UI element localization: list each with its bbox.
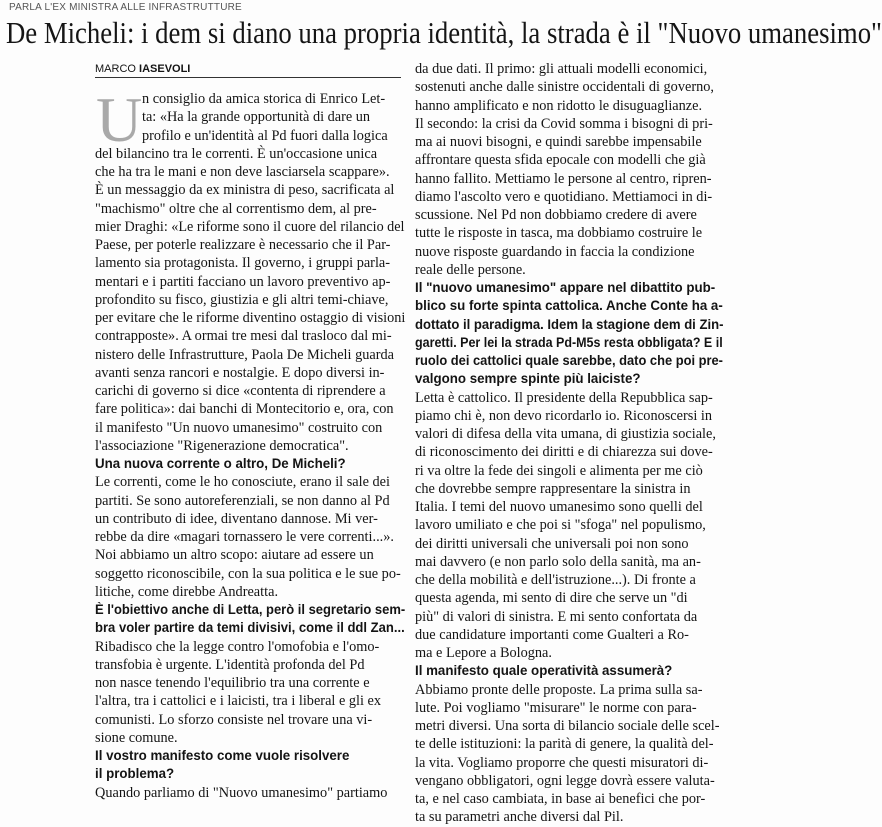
body-text-line: l'associazione "Rigenerazione democratica".: [95, 437, 349, 454]
byline: [95, 62, 401, 78]
body-text-line: nistero delle Infrastrutture, Paola De Micheli guarda: [95, 346, 394, 363]
interview-question-line: dottato il paradigma. Idem la stagione dem di Zin-: [415, 316, 724, 332]
body-text-line: non nasce tenendo l'equilibrio tra una corrente e: [95, 675, 370, 691]
body-text-line: che ha tra le mani e non deve lasciarsela scappare».: [95, 164, 390, 180]
body-text-line: di riconoscimento dei diritti e di chiarezza sui dove-: [415, 444, 713, 461]
body-text-line: Letta è cattolico. Il presidente della Repubblica sap-: [415, 389, 713, 406]
byline-first-name: MARCO: [95, 63, 136, 75]
body-text-line: ri va oltre la fede dei singoli e alimenta per me ciò: [415, 462, 703, 479]
body-text-line: mier Draghi: «Le riforme sono il cuore del rilancio del: [95, 218, 405, 235]
body-text-line: hanno amplificato e non ridotto le disuguaglianze.: [415, 97, 703, 114]
body-text-line: mai davvero (e non parlo solo della sanità, ma an-: [415, 553, 701, 570]
body-text-line: due candidature importanti come Gualteri a Ro-: [415, 626, 689, 643]
body-text-line: transfobia è urgente. L'identità profonda del Pd: [95, 656, 365, 673]
body-text-line: ma ai nuovi bisogni, e quindi sarebbe impensabile: [415, 134, 702, 150]
body-text-line: dei diritti universali che universali poi non sono: [415, 535, 689, 552]
body-text-line: piamo chi è, non devo ricordarlo io. Riconoscersi in: [415, 407, 712, 424]
article-kicker: PARLA L'EX MINISTRA ALLE INFRASTRUTTURE: [9, 2, 242, 13]
body-text-line: l'altra, tra i cattolici e i laicisti, tra i liberal e gli ex: [95, 693, 382, 710]
body-text-line: Quando parliamo di "Nuovo umanesimo" partiamo: [95, 784, 388, 801]
body-text-line: la vita. Vogliamo proporre che questi misuratori di-: [415, 754, 709, 771]
body-text-line: Noi abbiamo un altro scopo: aiutare ad essere un: [95, 547, 374, 564]
body-text-line: sione comune.: [95, 729, 178, 746]
body-text-line: che della mobilità e dell'istruzione...). Di fronte a: [415, 572, 696, 588]
body-text-line: Le correnti, come le ho conosciute, erano il sale dei: [95, 474, 390, 491]
body-text-line: affrontare questa sfida epocale con modelli che già: [415, 152, 706, 169]
body-text-line: ta: «Ha la grande opportunità di dare un: [142, 109, 371, 126]
body-text-line: mentari e i partiti facciano un lavoro preventivo ap-: [95, 273, 391, 290]
body-text-line: Italia. I temi del nuovo umanesimo sono quelli del: [415, 499, 703, 515]
article-headline: De Micheli: i dem si diano una propria identità, la strada è il "Nuovo umanesimo": [6, 15, 882, 50]
body-text-line: Paese, per poterle realizzare è necessario che il Par-: [95, 237, 391, 253]
body-text-line: reale delle persone.: [415, 261, 526, 278]
body-text-line: questa agenda, mi sento di dire che serve un "di: [415, 590, 688, 607]
body-text-line: litiche, come direbbe Andreatta.: [95, 583, 279, 600]
body-text-line: nuove risposte guardando in faccia la condizione: [415, 243, 695, 260]
interview-question-line: Il vostro manifesto come vuole risolvere: [95, 748, 350, 763]
interview-question-line: valgono sempre spinte più laiciste?: [415, 371, 641, 387]
body-text-line: scussione. Nel Pd non dobbiamo credere di avere: [415, 207, 697, 223]
interview-question-line: È l'obiettivo anche di Letta, però il segretario sem-: [95, 602, 406, 617]
interview-question-line: Il manifesto quale operatività assumerà?: [415, 663, 673, 679]
body-text-line: avanti senza rancori e nostalgie. E dopo diversi in-: [95, 364, 385, 381]
body-text-line: lamento sia protagonista. Il governo, i gruppi parla-: [95, 255, 391, 272]
body-text-line: del bilancino tra le correnti. È un'occasione unica: [95, 145, 378, 162]
body-text-line: valori di difesa della vita umana, di giustizia sociale,: [415, 426, 716, 442]
body-text-line: tutte le risposte in tasca, ma dobbiamo costruire le: [415, 225, 703, 242]
body-text-line: ta su parametri anche diversi dal Pil.: [415, 809, 624, 826]
body-text-line: Il secondo: la crisi da Covid somma i bisogni di pri-: [415, 115, 713, 132]
interview-question-line: Una nuova corrente o altro, De Micheli?: [95, 456, 346, 471]
interview-question-line: ruolo dei cattolici quale sarebbe, dato che poi pre-: [415, 353, 723, 368]
body-text-line: il manifesto "Un nuovo umanesimo" costruito con: [95, 419, 383, 436]
body-text-line: te delle istituzioni: la parità di genere, la qualità del-: [415, 736, 714, 753]
body-text-line: più" di valori di sinistra. E mi sento confortata da: [415, 608, 698, 625]
body-text-line: fare politica»: dai banchi di Montecitorio e, ora, con: [95, 401, 394, 418]
interview-question-line: il problema?: [95, 766, 175, 782]
body-text-line: carichi di governo si dice «contenta di riprendere a: [95, 383, 386, 399]
body-text-line: Abbiamo pronte delle proposte. La prima sulla sa-: [415, 681, 703, 698]
body-text-line: È un messaggio da ex ministra di peso, sacrificata al: [95, 182, 395, 199]
body-text-line: "machismo" oltre che al correntismo dem, al pre-: [95, 200, 377, 217]
body-text-line: lute. Poi vogliamo "misurare" le norme con para-: [415, 699, 697, 716]
body-text-line: profondito su fisco, giustizia e gli altri temi-chiave,: [95, 291, 389, 308]
body-text-line: profilo e un'identità al Pd fuori dalla logica: [142, 127, 388, 144]
interview-question-line: Il "nuovo umanesimo" appare nel dibattito pub-: [415, 280, 716, 295]
body-text-line: comunisti. Lo sforzo consiste nel trovare una vi-: [95, 711, 373, 728]
byline-last-name: IASEVOLI: [139, 63, 191, 75]
interview-question-line: garetti. Per lei la strada Pd-M5s resta obbligata? E il: [415, 334, 723, 350]
body-text-line: un contributo di idee, diventano dannose. Mi ver-: [95, 510, 378, 527]
body-text-line: metri diversi. Una sorta di bilancio sociale delle scel-: [415, 718, 720, 734]
body-text-line: soggetto riconoscibile, con la sua politica e le sue po-: [95, 565, 401, 582]
body-text-line: ta, e nel caso cambiata, in base ai benefici che por-: [415, 791, 706, 807]
body-text-line: per evitare che le riforme diventino ostaggio di visioni: [95, 310, 406, 326]
body-text-line: che dovrebbe sempre rappresentare la sinistra in: [415, 480, 691, 497]
body-text-line: Ribadisco che la legge contro l'omofobia e l'omo-: [95, 638, 380, 655]
body-text-line: rebbe da dire «magari tornassero le vere correnti...».: [95, 529, 394, 545]
body-text-line: ma e Lepore a Bologna.: [415, 645, 552, 661]
article-column-right: [415, 60, 725, 827]
body-text-line: sostenuti anche dalle sinistre occidentali di governo,: [415, 79, 714, 96]
body-text-line: n consiglio da amica storica di Enrico Let-: [142, 91, 386, 107]
body-text-line: lavoro umiliato e che poi si "sfoga" nel populismo,: [415, 517, 706, 534]
body-text-line: da due dati. Il primo: gli attuali modelli economici,: [415, 61, 708, 77]
body-text-line: diamo l'ascolto vero e quotidiano. Mettiamoci in di-: [415, 188, 713, 205]
interview-question-line: blico su forte spinta cattolica. Anche Conte ha a-: [415, 298, 723, 314]
drop-cap: U: [96, 84, 143, 155]
article-column-left: [95, 84, 407, 802]
body-text-line: contrapposte». A ormai tre mesi dal trasloco dal mi-: [95, 328, 392, 345]
body-text-line: hanno fallito. Mettiamo le persone al centro, ripren-: [415, 170, 712, 187]
interview-question-line: bra voler partire da temi divisivi, come il ddl Zan...: [95, 620, 405, 636]
body-text-line: vengano obbligatori, ogni legge dovrà essere valuta-: [415, 772, 715, 789]
body-text-line: partiti. Se sono autoreferenziali, se non danno al Pd: [95, 492, 390, 509]
